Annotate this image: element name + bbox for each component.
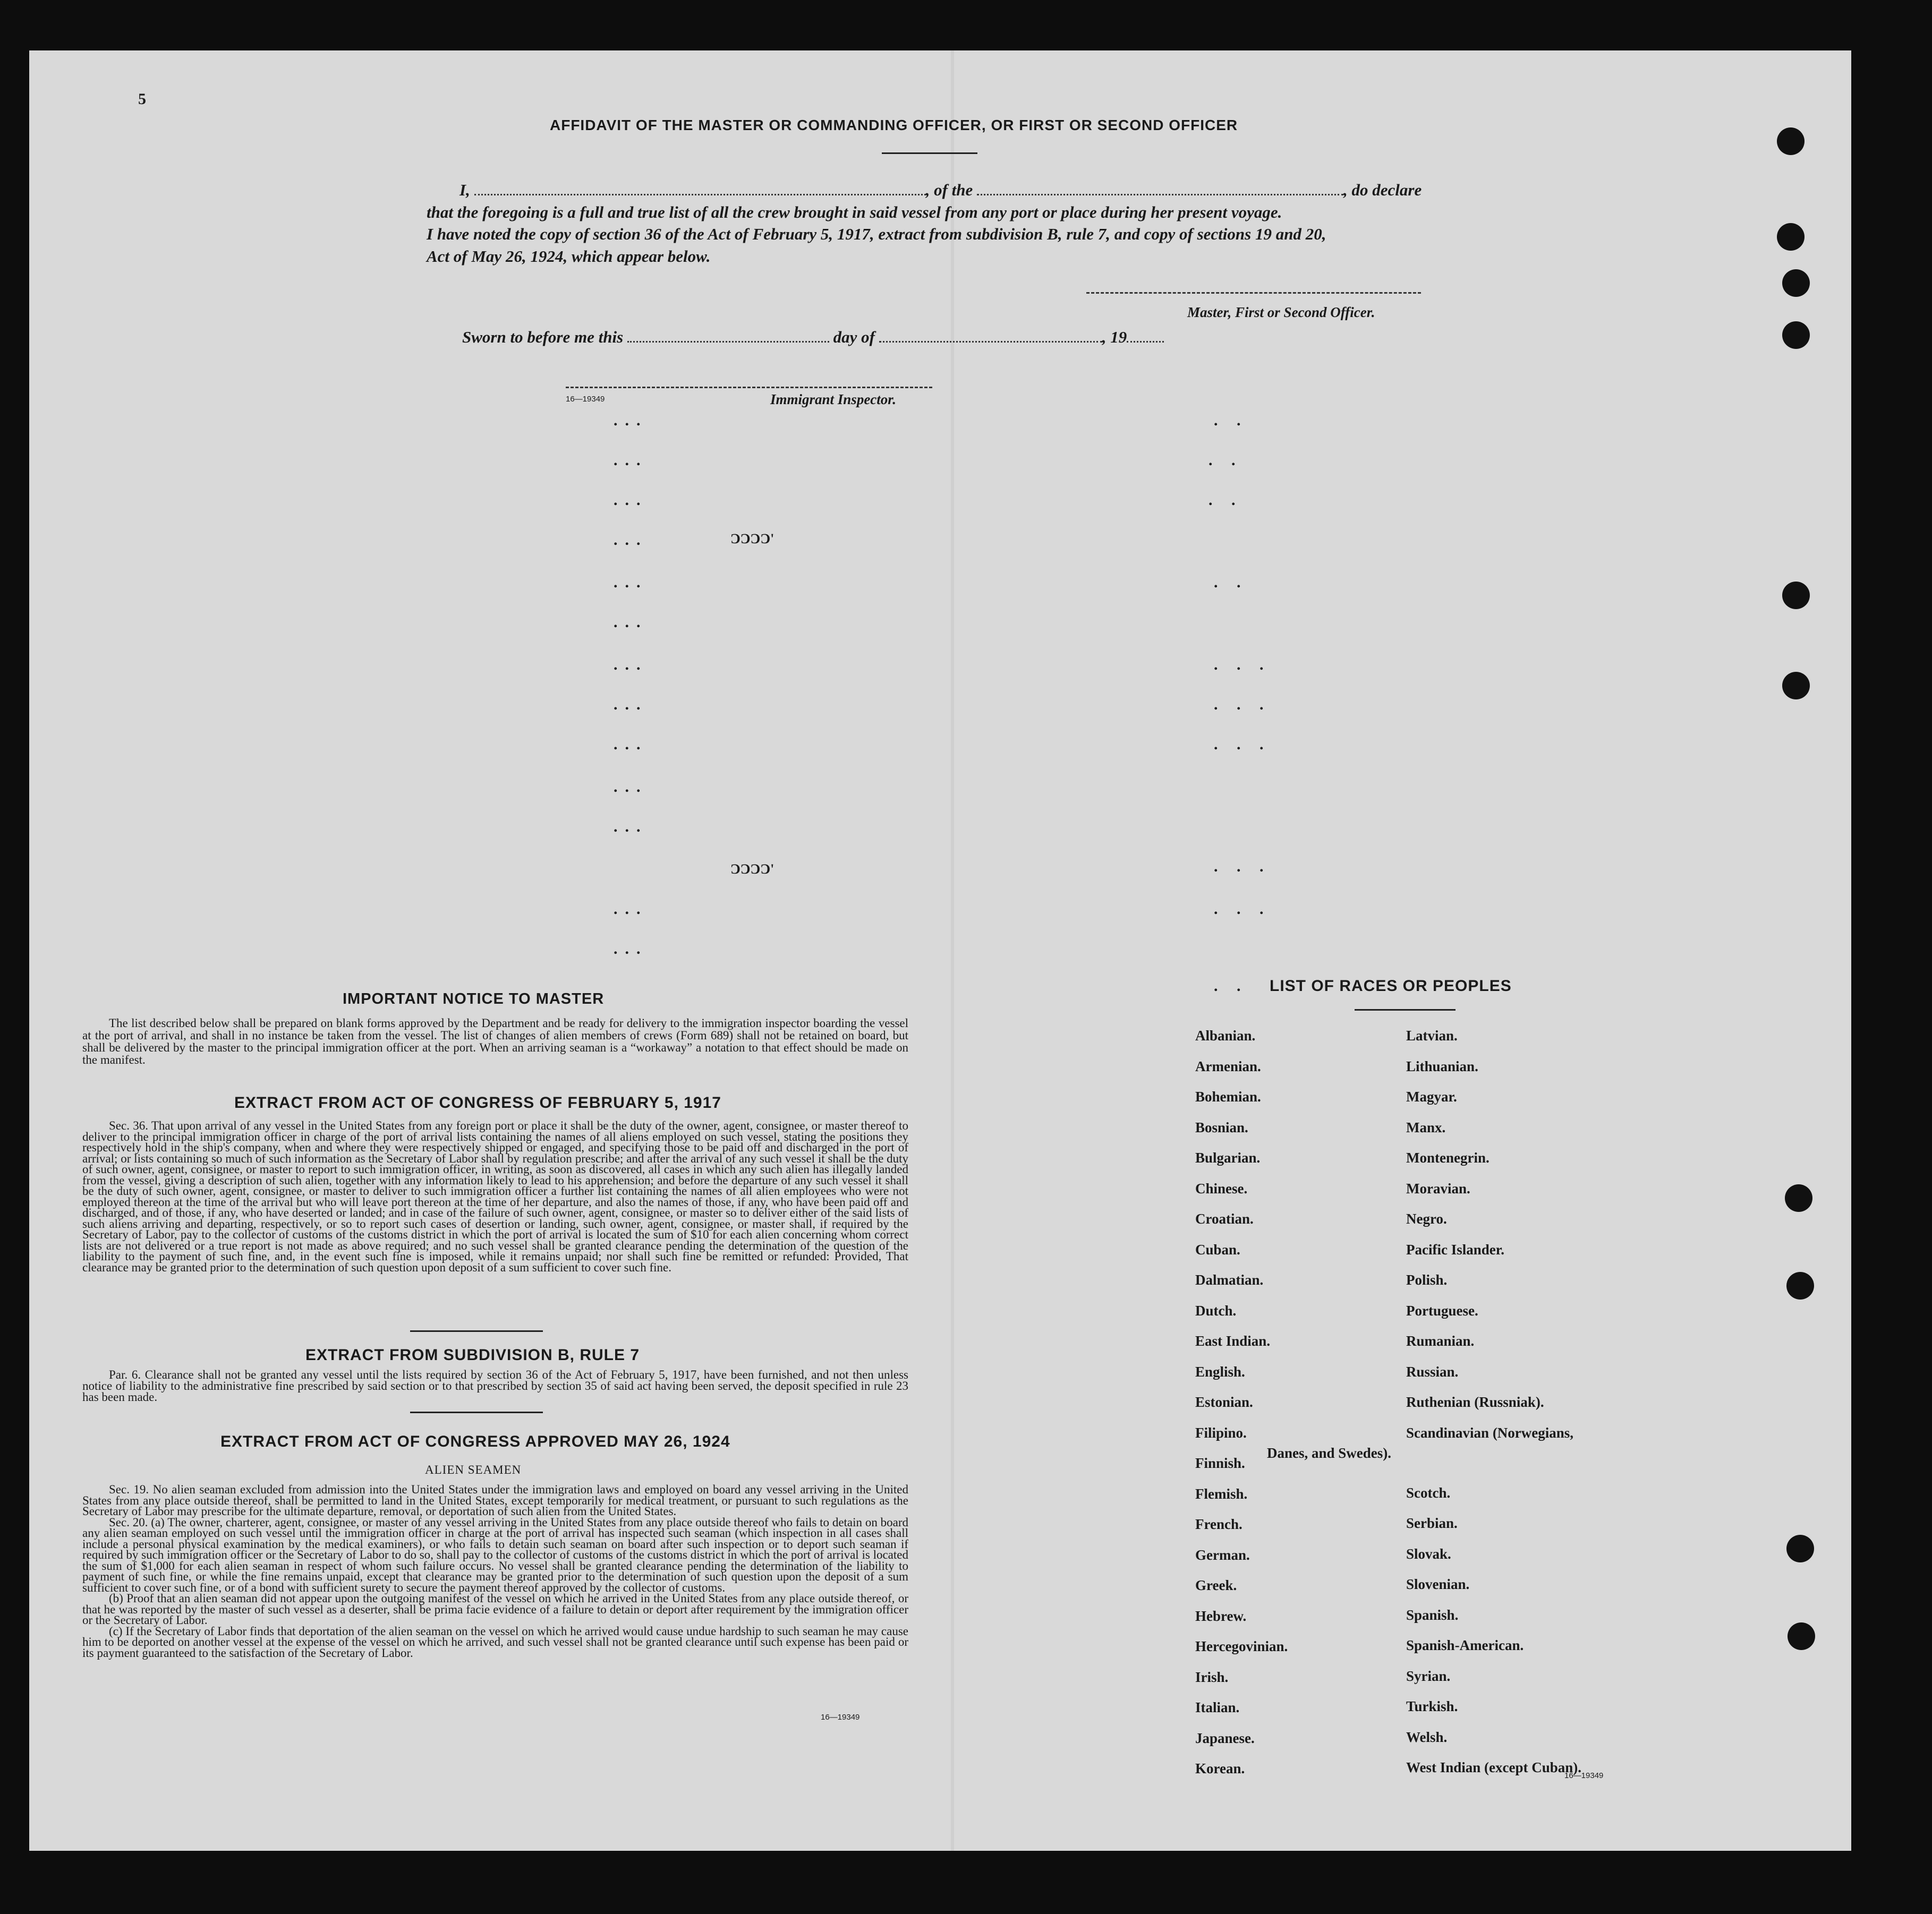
bleed-dots: ... xyxy=(614,900,648,918)
race-item: Syrian. xyxy=(1406,1668,1451,1684)
race-item: German. xyxy=(1195,1546,1250,1563)
bleed-dots: . . . xyxy=(1214,736,1271,753)
race-item: Scandinavian (Norwegians, xyxy=(1406,1424,1574,1441)
punch-hole xyxy=(1786,1535,1814,1562)
punch-hole xyxy=(1782,582,1810,609)
race-item: Japanese. xyxy=(1195,1730,1255,1746)
form-number: 16—19349 xyxy=(821,1713,860,1722)
day-of-label: day of xyxy=(833,328,875,346)
sec19-paragraph: Sec. 19. No alien seaman excluded from admission into the United States under the immigration laws and employed on board any vessel arriving in the United States from any place outside thereof, shall be permitted to land in the United States, except temporarily for medical treatment, or pursuant to such regulations as the Secretary of Labor may prescribe for the ultimate departure, removal, or deportation of such alien from the United States. xyxy=(82,1483,908,1518)
race-item: Negro. xyxy=(1406,1211,1447,1227)
bleed-dots: . . xyxy=(1214,977,1248,995)
bleed-dots: ... xyxy=(614,412,648,429)
race-item: Slovenian. xyxy=(1406,1576,1470,1592)
race-item: Hebrew. xyxy=(1195,1608,1247,1624)
race-item: Albanian. xyxy=(1195,1028,1256,1044)
race-item: Bosnian. xyxy=(1195,1119,1248,1135)
bleed-dots: ... xyxy=(614,656,648,673)
bleed-dots: . . xyxy=(1208,451,1243,469)
race-item: Spanish. xyxy=(1406,1607,1459,1623)
race-item: Manx. xyxy=(1406,1119,1446,1135)
race-item: Armenian. xyxy=(1195,1058,1261,1074)
of-label: , of the xyxy=(925,181,973,199)
bleed-dots: ... xyxy=(614,531,648,549)
notice-heading: IMPORTANT NOTICE TO MASTER xyxy=(343,990,605,1007)
affidavit-line3: I have noted the copy of section 36 of the Act of February 5, 1917, extract from subdivision B, rule 7, and copy of sections 19 and 20, xyxy=(427,225,1326,243)
bleed-dots: ... xyxy=(614,940,648,958)
race-item: Montenegrin. xyxy=(1406,1150,1490,1166)
race-item: Ruthenian (Russniak). xyxy=(1406,1394,1544,1410)
section-rule xyxy=(410,1330,543,1332)
vessel-blank xyxy=(977,194,1343,195)
extract-1924-body xyxy=(82,1484,908,1659)
signature-line xyxy=(1086,292,1421,294)
sec20b-paragraph: (b) Proof that an alien seaman did not appear upon the outgoing manifest of the vessel on which he arrived in the United States from any place outside thereof, or that he was reported by the master of such vessel as a deserter, shall be prima facie evidence of a failure to detain or deport after requirement by the immigration officer or the Secretary of Labor. xyxy=(82,1592,908,1627)
race-item: English. xyxy=(1195,1363,1245,1380)
name-blank xyxy=(474,194,926,195)
affidavit-heading: AFFIDAVIT OF THE MASTER OR COMMANDING OFFICER, OR FIRST OR SECOND OFFICER xyxy=(550,117,1238,133)
race-item: Spanish-American. xyxy=(1406,1637,1524,1653)
sworn-label: Sworn to before me this xyxy=(462,328,624,346)
race-item: Rumanian. xyxy=(1406,1333,1475,1349)
affidavit-line4: Act of May 26, 1924, which appear below. xyxy=(427,247,711,266)
document-page xyxy=(29,50,1851,1851)
punch-hole xyxy=(1782,269,1810,297)
bleed-dots: . . . xyxy=(1214,656,1271,673)
bleed-dots: . . xyxy=(1214,574,1248,591)
race-item: Bulgarian. xyxy=(1195,1150,1261,1166)
race-item: West Indian (except Cuban). xyxy=(1406,1759,1582,1775)
race-item: East Indian. xyxy=(1195,1333,1271,1349)
bleed-dots: ... xyxy=(614,778,648,796)
race-item: Dalmatian. xyxy=(1195,1272,1264,1288)
i-label: I, xyxy=(459,181,470,199)
bleed-dots: ... xyxy=(614,736,648,753)
stamp-mark: ƆƆƆƆ' xyxy=(730,861,774,877)
bleed-dots: . . xyxy=(1208,491,1243,509)
bleed-dots: . . . xyxy=(1214,696,1271,713)
race-item: Turkish. xyxy=(1406,1698,1458,1714)
race-item: Latvian. xyxy=(1406,1028,1458,1044)
punch-hole xyxy=(1785,1184,1812,1212)
year-blank xyxy=(1127,341,1164,343)
bleed-dots: ... xyxy=(614,491,648,509)
race-item: Portuguese. xyxy=(1406,1302,1478,1319)
races-heading-rule xyxy=(1355,1009,1456,1011)
page-fold xyxy=(951,50,954,1851)
race-item: Welsh. xyxy=(1406,1729,1448,1745)
month-blank xyxy=(879,341,1102,343)
extract-1917-heading: EXTRACT FROM ACT OF CONGRESS OF FEBRUARY 5, 1917 xyxy=(234,1094,721,1112)
bleed-dots: . . . xyxy=(1214,900,1271,918)
punch-hole xyxy=(1788,1622,1815,1650)
extract-1917-body: Sec. 36. That upon arrival of any vessel in the United States from any foreign port or place it shall be the duty of the owner, agent, consignee, or master thereof to deliver to the principal immigration officer in charge of the port of arrival lists containing the names of all aliens employed on such vessel, stating the positions they respectively hold in the ship's company, when and where they were respectively shipped or engaged, and specifying those to be paid off and discharged in the port of arrival; or lists containing so much of such information as the Secretary of Labor shall by regulation prescribe; and after the arrival of any such vessel it shall be the duty of such owner, agent, consignee, or master to report to such immigration officer, in writing, as soon as discovered, all cases in which any such alien has illegally landed from the vessel, giving a description of such alien, together with any information likely to lead to his apprehension; and before the departure of any such vessel it shall be the duty of such owner, agent, consignee, or master to deliver to such immigration officer a further list containing the names of all alien employees who were not employed thereon at the time of the arrival but who will leave port thereon at the time of her departure, and also the names of those, if any, who have been paid off and discharged, and of those, if any, who have deserted or landed; and in case of the failure of such owner, agent, consignee, or master so to deliver either of the said lists of such aliens arriving and departing, respectively, or so to report such cases of desertion or landing, such owner, agent, consignee, or master shall, if required by the Secretary of Labor, pay to the collector of customs of the customs district in which the port of arrival is located the sum of $10 for each alien concerning whom correct lists are not delivered or a true report is not made as above required; and no such vessel shall be granted clearance pending the determination of the question of the liability to the payment of such fine, and, in the event such fine is imposed, while it remains unpaid; nor shall such fine be remitted or refunded: Provided, That clearance may be granted prior to the determination of such question upon deposit of a sum sufficient to cover such fine. xyxy=(82,1119,908,1274)
punch-hole xyxy=(1777,127,1805,155)
bleed-dots: . . . xyxy=(1214,858,1271,875)
heading-rule xyxy=(882,152,977,154)
race-item: Lithuanian. xyxy=(1406,1058,1478,1074)
section-rule xyxy=(410,1412,543,1413)
page-mark: 5 xyxy=(138,90,146,108)
rule7-body: Par. 6. Clearance shall not be granted any vessel until the lists required by section 36 of the Act of February 5, 1917, have been furnished, and not then unless notice of liability to the administrative fine prescribed by said section or to that prescribed by section 35 of said act having been served, the deposit specified in rule 23 has been made. xyxy=(82,1368,908,1404)
day-blank xyxy=(627,341,829,343)
races-heading: LIST OF RACES OR PEOPLES xyxy=(1270,977,1512,995)
inspector-signature-line xyxy=(566,387,932,388)
form-number: 16—19349 xyxy=(566,395,605,404)
punch-hole xyxy=(1782,321,1810,349)
race-item: Moravian. xyxy=(1406,1180,1470,1197)
punch-hole xyxy=(1786,1272,1814,1300)
sworn-line xyxy=(462,328,1164,347)
signer-label: Master, First or Second Officer. xyxy=(1187,304,1375,320)
bleed-dots: ... xyxy=(614,613,648,631)
race-item: Greek. xyxy=(1195,1577,1237,1593)
race-item: Filipino. xyxy=(1195,1424,1247,1441)
inspector-label: Immigrant Inspector. xyxy=(770,391,897,407)
race-item: Scotch. xyxy=(1406,1484,1451,1501)
punch-hole xyxy=(1777,223,1805,251)
rule7-heading: EXTRACT FROM SUBDIVISION B, RULE 7 xyxy=(305,1346,640,1364)
race-item: Finnish. xyxy=(1195,1455,1245,1471)
extract-1924-heading: EXTRACT FROM ACT OF CONGRESS APPROVED MAY 26, 1924 xyxy=(220,1433,730,1450)
race-item: French. xyxy=(1195,1516,1242,1532)
affidavit-line2: that the foregoing is a full and true list of all the crew brought in said vessel from any port or place during her present voyage. xyxy=(427,203,1282,221)
alien-seamen-subheading: ALIEN SEAMEN xyxy=(425,1463,522,1476)
form-number: 16—19349 xyxy=(1564,1771,1604,1780)
race-item-scandinavian-cont: Danes, and Swedes). xyxy=(1267,1445,1392,1461)
bleed-dots: ... xyxy=(614,574,648,591)
bleed-dots: ... xyxy=(614,696,648,713)
race-item: Flemish. xyxy=(1195,1485,1248,1502)
sec20c-paragraph: (c) If the Secretary of Labor finds that deportation of the alien seaman on the vessel on which he arrived would cause undue hardship to such seaman he may cause him to be deported on another vessel at the expense of the vessel on which he arrived, and such vessel shall not be granted clearance until such expense has been paid or its payment guaranteed to the satisfaction of the Secretary of Labor. xyxy=(82,1624,908,1660)
punch-hole xyxy=(1782,672,1810,699)
year-label: , 19 xyxy=(1102,328,1127,346)
affidavit-line1 xyxy=(459,181,1474,200)
race-item: Russian. xyxy=(1406,1363,1459,1380)
race-item: Korean. xyxy=(1195,1761,1245,1776)
race-item: Pacific Islander. xyxy=(1406,1241,1504,1258)
race-item: Estonian. xyxy=(1195,1394,1253,1410)
race-item: Dutch. xyxy=(1195,1302,1237,1319)
race-item: Magyar. xyxy=(1406,1089,1457,1105)
race-item: Croatian. xyxy=(1195,1211,1254,1227)
declare-label: , do declare xyxy=(1343,181,1422,199)
race-item: Bohemian. xyxy=(1195,1089,1261,1105)
bleed-dots: ... xyxy=(614,818,648,835)
bleed-dots: . . xyxy=(1214,412,1248,429)
race-item: Irish. xyxy=(1195,1669,1229,1685)
race-item: Polish. xyxy=(1406,1272,1448,1288)
race-item: Chinese. xyxy=(1195,1180,1248,1197)
stamp-mark: ƆƆƆƆ' xyxy=(730,531,774,546)
race-item: Cuban. xyxy=(1195,1241,1240,1258)
bleed-dots: ... xyxy=(614,451,648,469)
sec20a-paragraph: Sec. 20. (a) The owner, charterer, agent, consignee, or master of any vessel arriving in the United States from any place outside thereof who fails to detain on board any alien seaman employed on such vessel until the immigration officer in charge at the port of arrival has inspected such seaman (which inspection in all cases shall include a personal physical examination by the medical examiners), or who fails to detain such seaman on board after such inspection or to deport such seaman if required by such immigration officer or the Secretary of Labor to do so, shall pay to the collector of customs of the customs district in which the port of arrival is located the sum of $1,000 for each alien seaman in respect of whom such failure occurs. No vessel shall be granted clearance pending the determination of the liability to payment of such fine, or while the fine remains unpaid, except that clearance may be granted prior to the determination of such question upon the deposit of a sum sufficient to cover such fine, or of a bond with sufficient surety to secure the payment thereof approved by the collector of customs. xyxy=(82,1515,908,1594)
race-item: Hercegovinian. xyxy=(1195,1638,1288,1654)
race-item: Slovak. xyxy=(1406,1545,1451,1562)
notice-body: The list described below shall be prepared on blank forms approved by the Department and be ready for delivery to the immigration inspector boarding the vessel at the port of arrival, and shall in no instance be taken from the vessel. The list of changes of alien members of crews (Form 689) shall not be retained on board, but shall be delivered by the master to the principal immigration officer at the port. When an arriving seaman is a “workaway” a notation to that effect should be made on the manifest. xyxy=(82,1016,908,1066)
race-item: Italian. xyxy=(1195,1699,1240,1715)
race-item: Serbian. xyxy=(1406,1515,1458,1531)
